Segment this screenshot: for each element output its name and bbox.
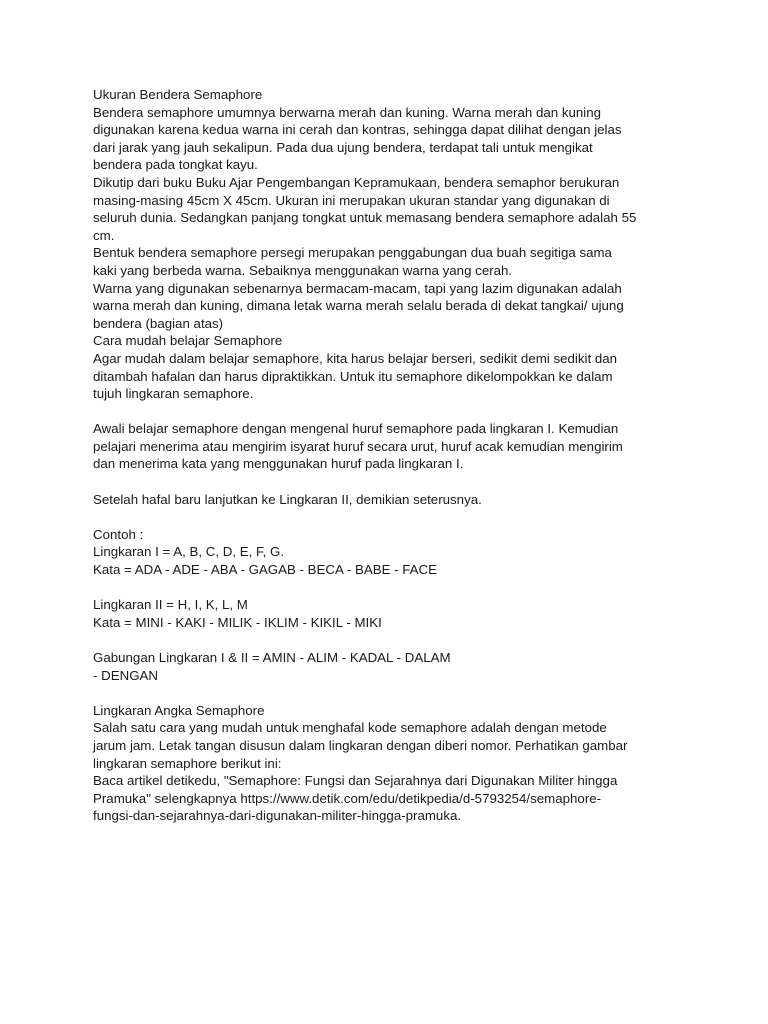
text-line: Dikutip dari buku Buku Ajar Pengembangan Kepramukaan, bendera semaphor berukuran [93,174,620,190]
text-line: Lingkaran Angka Semaphore [93,702,265,718]
text-line: Cara mudah belajar Semaphore [93,333,283,349]
paragraph-gap [93,508,693,526]
text-line: bendera (bagian atas) [93,315,224,331]
text-line: Bentuk bendera semaphore persegi merupakan penggabungan dua buah segitiga sama [93,245,612,261]
text-line: Gabungan Lingkaran I & II = AMIN - ALIM - KADAL - DALAM [93,650,451,665]
text-line: bendera pada tongkat kayu. [93,157,258,173]
paragraph-gap [93,684,693,702]
text-line: pelajari menerima atau mengirim isyarat huruf secara urut, huruf acak kemudian mengirim [93,438,623,454]
text-line: Warna yang digunakan sebenarnya bermacam-macam, tapi yang lazim digunakan adalah [93,280,622,296]
text-line: ditambah hafalan dan harus dipraktikkan. Untuk itu semaphore dikelompokkan ke dalam [93,368,613,384]
text-line: fungsi-dan-sejarahnya-dari-digunakan-militer-hingga-pramuka. [93,808,462,824]
text-line: dan menerima kata yang menggunakan huruf pada lingkaran I. [93,456,464,472]
text-line: Baca artikel detikedu, "Semaphore: Fungsi dan Sejarahnya dari Digunakan Militer hingga [93,773,618,789]
text-line: Contoh : [93,526,144,542]
paragraph-gap [93,631,693,649]
text-line: Lingkaran II = H, I, K, L, M [93,597,248,613]
text-line: Lingkaran I = A, B, C, D, E, F, G. [93,544,285,560]
text-line: lingkaran semaphore berikut ini: [93,755,282,771]
text-line: warna merah dan kuning, dimana letak warna merah selalu berada di dekat tangkai/ ujung [93,298,624,314]
text-line: dari jarak yang jauh sekalipun. Pada dua ujung bendera, terdapat tali untuk mengikat [93,139,593,155]
text-line: Setelah hafal baru lanjutkan ke Lingkaran II, demikian seterusnya. [93,491,482,507]
text-line: Agar mudah dalam belajar semaphore, kita harus belajar berseri, sedikit demi sedikit dan [93,350,618,366]
text-line: Awali belajar semaphore dengan mengenal huruf semaphore pada lingkaran I. Kemudian [93,421,619,437]
text-line: seluruh dunia. Sedangkan panjang tongkat untuk memasang bendera semaphore adalah 55 [93,210,637,226]
text-line: - DENGAN [93,667,159,683]
text-line: digunakan karena kedua warna ini cerah dan kontras, sehingga dapat dilihat dengan jelas [93,122,622,138]
text-line: Kata = ADA - ADE - ABA - GAGAB - BECA - BABE - FACE [93,562,437,578]
text-line: masing-masing 45cm X 45cm. Ukuran ini merupakan ukuran standar yang digunakan di [93,192,610,208]
text-line: cm. [93,227,115,243]
paragraph-gap [93,403,693,421]
text-line: Ukuran Bendera Semaphore [93,87,263,102]
text-line: jarum jam. Letak tangan disusun dalam lingkaran dengan diberi nomor. Perhatikan gambar [93,737,628,753]
text-line: Pramuka" selengkapnya https://www.detik.com/edu/detikpedia/d-5793254/semaphore- [93,790,602,806]
paragraph-gap [93,579,693,597]
text-line: Salah satu cara yang mudah untuk menghafal kode semaphore adalah dengan metode [93,720,607,736]
text-line: tujuh lingkaran semaphore. [93,386,254,402]
text-line: kaki yang berbeda warna. Sebaiknya menggunakan warna yang cerah. [93,262,513,278]
paragraph-gap [93,473,693,491]
text-line: Bendera semaphore umumnya berwarna merah dan kuning. Warna merah dan kuning [93,104,602,120]
text-line: Kata = MINI - KAKI - MILIK - IKLIM - KIKIL - MIKI [93,614,382,630]
document-page [93,86,693,825]
